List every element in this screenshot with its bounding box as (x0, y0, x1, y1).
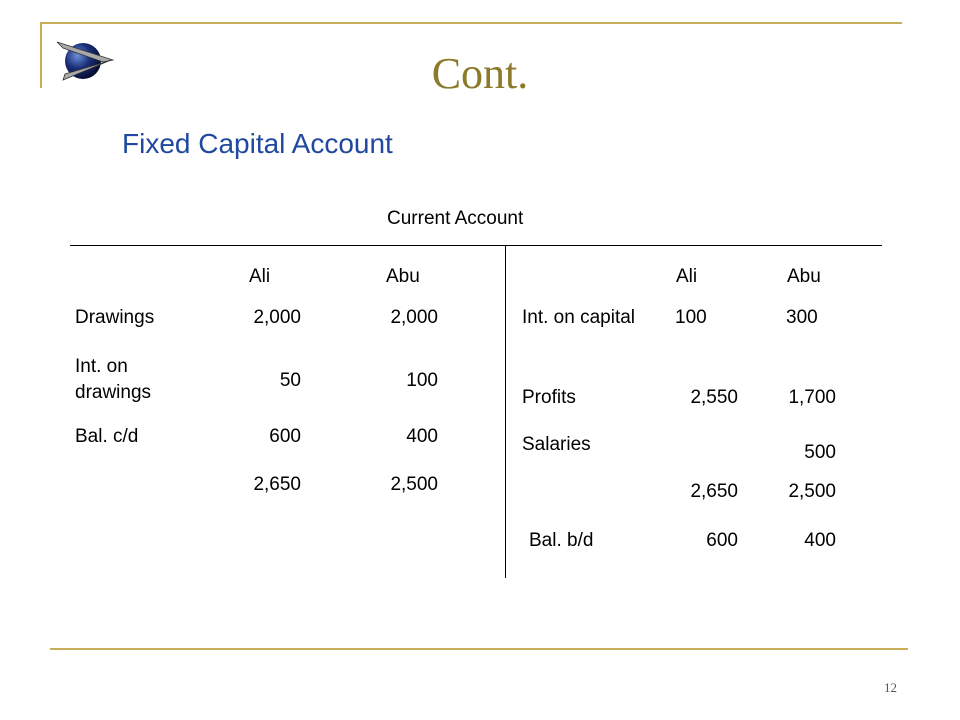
debit-header-ali: Ali (249, 266, 271, 287)
debit-row-ali: 600 (269, 426, 301, 447)
credit-header-abu: Abu (787, 266, 821, 287)
page-number: 12 (884, 680, 897, 695)
debit-row-ali: 2,000 (253, 307, 301, 328)
debit-row-ali: 50 (279, 370, 301, 391)
debit-total-abu: 2,500 (390, 474, 438, 495)
credit-row-abu: 300 (786, 307, 818, 328)
credit-header-ali: Ali (676, 266, 698, 287)
credit-row-abu: 500 (804, 442, 836, 463)
credit-row-abu: 1,700 (788, 387, 836, 408)
frame-top-line (40, 22, 902, 24)
debit-header-abu: Abu (386, 266, 420, 287)
slide-subtitle: Fixed Capital Account (122, 128, 393, 159)
credit-total-ali: 2,650 (690, 481, 738, 502)
account-top-rule (70, 245, 882, 246)
slide-title: Cont. (431, 49, 529, 98)
credit-row-label: Int. on capital (522, 307, 636, 328)
credit-row-ali: 100 (675, 307, 707, 328)
debit-row-abu: 400 (406, 426, 438, 447)
account-center-rule (505, 245, 506, 578)
debit-row-label: Bal. c/d (75, 426, 139, 447)
debit-row-label: Drawings (75, 307, 155, 328)
debit-row-abu: 2,000 (390, 307, 438, 328)
frame-bottom-line (50, 648, 908, 650)
credit-row-label: Salaries (522, 434, 591, 455)
debit-row-abu: 100 (406, 370, 438, 391)
debit-row-label: Int. on drawings (75, 356, 152, 403)
credit-balance-abu: 400 (804, 530, 836, 551)
credit-row-label: Profits (522, 387, 576, 408)
credit-balance-ali: 600 (706, 530, 738, 551)
account-caption: Current Account (387, 208, 524, 229)
credit-row-ali: 2,550 (690, 387, 738, 408)
credit-balance-label: Bal. b/d (529, 530, 594, 551)
debit-total-ali: 2,650 (253, 474, 301, 495)
credit-total-abu: 2,500 (788, 481, 836, 502)
